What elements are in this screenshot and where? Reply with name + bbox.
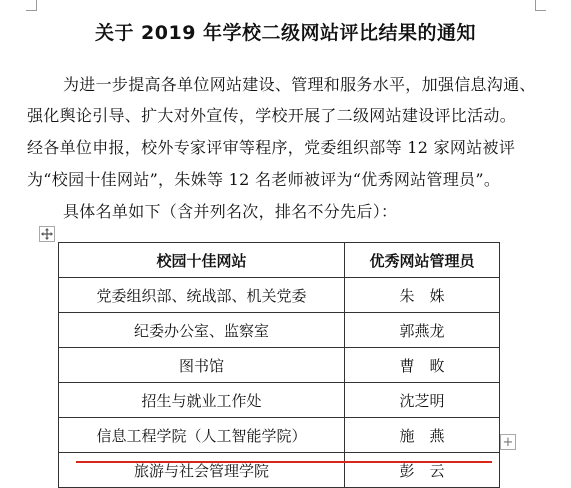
- spelling-underline: [76, 461, 492, 463]
- paragraph-line-3: 经各单位申报，校外专家评审等程序，党委组织部等 12 家网站被评: [27, 138, 516, 157]
- table-row: [59, 383, 500, 418]
- paragraph-line-4: 为“校园十佳网站”，朱姝等 12 名老师被评为“优秀网站管理员”。: [27, 170, 501, 189]
- admin-cell: 曹 畋: [345, 348, 500, 383]
- table-row: [59, 453, 500, 488]
- document-title: 关于 2019 年学校二级网站评比结果的通知: [94, 22, 477, 44]
- table-row: [59, 278, 500, 313]
- table-move-handle[interactable]: [39, 226, 55, 242]
- page-corner-mark-left: [26, 0, 37, 11]
- website-cell: 图书馆: [59, 348, 345, 383]
- website-cell: 信息工程学院（人工智能学院）: [59, 418, 345, 453]
- page-corner-mark-right: [535, 0, 546, 11]
- website-cell: 旅游与社会管理学院: [59, 453, 345, 488]
- admin-cell: 郭燕龙: [345, 313, 500, 348]
- admin-cell: 施 燕: [345, 418, 500, 453]
- website-cell: 党委组织部、统战部、机关党委: [59, 278, 345, 313]
- awards-table: [58, 242, 500, 488]
- website-cell: 招生与就业工作处: [59, 383, 345, 418]
- plus-icon: +: [502, 434, 514, 450]
- list-intro: 具体名单如下（含并列名次，排名不分先后）：: [63, 202, 398, 221]
- header-top-websites: 校园十佳网站: [59, 243, 345, 278]
- move-arrows-icon: [41, 228, 53, 240]
- admin-cell: 朱 姝: [345, 278, 500, 313]
- admin-cell: 沈芝明: [345, 383, 500, 418]
- header-top-admins: 优秀网站管理员: [345, 243, 500, 278]
- table-header-row: [59, 243, 500, 278]
- table-row: [59, 313, 500, 348]
- paragraph-line-2: 强化舆论引导、扩大对外宣传，学校开展了二级网站建设评比活动。: [27, 106, 517, 125]
- table-row: [59, 348, 500, 383]
- table-row: [59, 418, 500, 453]
- admin-cell: 彭 云: [345, 453, 500, 488]
- website-cell: 纪委办公室、监察室: [59, 313, 345, 348]
- add-row-button[interactable]: [500, 434, 516, 450]
- paragraph-line-1: 为进一步提高各单位网站建设、管理和服务水平，加强信息沟通、: [63, 75, 536, 94]
